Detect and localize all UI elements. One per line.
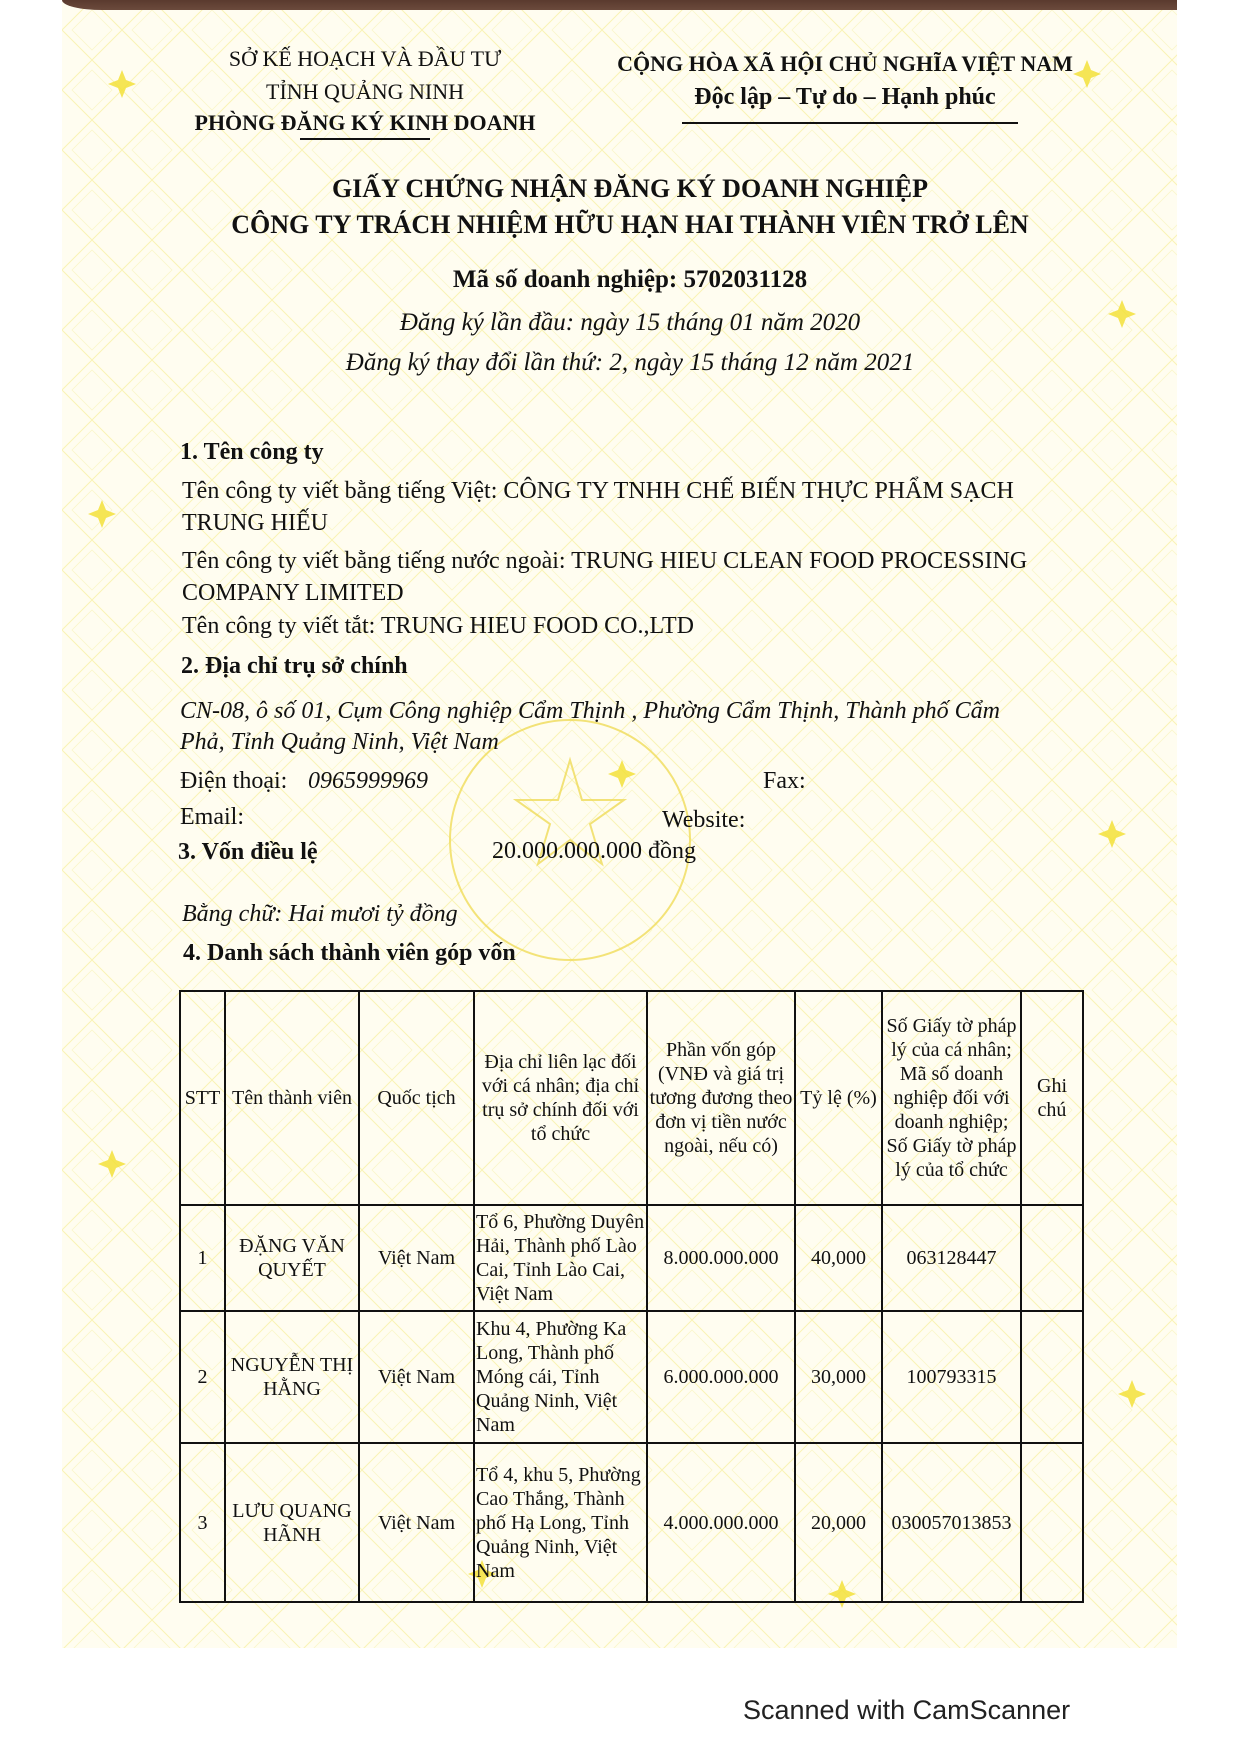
cell-address: Khu 4, Phường Ka Long, Thành phố Móng cái, Tỉnh Quảng Ninh, Việt Nam [474, 1311, 647, 1443]
cell-ratio: 20,000 [795, 1443, 882, 1602]
agency-line-3: PHÒNG ĐĂNG KÝ KINH DOANH [194, 110, 536, 135]
address-line1: CN-08, ô số 01, Cụm Công nghiệp Cẩm Thịnh , Phường Cẩm Thịnh, Thành phố Cẩm [180, 698, 1000, 724]
cell-note [1021, 1443, 1083, 1602]
cell-address: Tổ 6, Phường Duyên Hải, Thành phố Lào Cai, Tỉnh Lào Cai, Việt Nam [474, 1205, 647, 1311]
cell-member-name: LƯU QUANG HÃNH [225, 1443, 359, 1602]
table-row [180, 1311, 1083, 1443]
cell-legal-doc: 030057013853 [882, 1443, 1021, 1602]
agency-line-2: TỈNH QUẢNG NINH [266, 79, 464, 104]
cell-stt: 3 [180, 1443, 225, 1602]
vietnamese-name-line2: TRUNG HIẾU [182, 510, 328, 536]
agency-line-1: SỞ KẾ HOẠCH VÀ ĐẦU TƯ [228, 46, 502, 71]
certificate-title: GIẤY CHỨNG NHẬN ĐĂNG KÝ DOANH NGHIỆP [331, 174, 929, 203]
national-motto: Độc lập – Tự do – Hạnh phúc [694, 84, 996, 110]
first-registration-date: Đăng ký lần đầu: ngày 15 tháng 01 năm 2020 [399, 309, 861, 336]
email-label: Email: [180, 804, 244, 830]
section1-heading: 1. Tên công ty [180, 439, 324, 465]
cell-member-name: NGUYỄN THỊ HẰNG [225, 1311, 359, 1443]
section4-heading: 4. Danh sách thành viên góp vốn [183, 940, 516, 966]
col-header-member-name: Tên thành viên [225, 991, 359, 1205]
cell-capital: 8.000.000.000 [647, 1205, 795, 1311]
cell-ratio: 40,000 [795, 1205, 882, 1311]
fax-label: Fax: [763, 768, 806, 794]
vietnamese-name-line1: Tên công ty viết bằng tiếng Việt: CÔNG TY TNHH CHẾ BIẾN THỰC PHẨM SẠCH [182, 478, 1014, 504]
col-header-stt: STT [180, 991, 225, 1205]
address-line2: Phả, Tỉnh Quảng Ninh, Việt Nam [180, 729, 499, 755]
charter-capital-in-words: Bằng chữ: Hai mươi tỷ đồng [182, 901, 458, 927]
cell-nationality: Việt Nam [359, 1205, 474, 1311]
table-row [180, 1443, 1083, 1602]
enterprise-code: Mã số doanh nghiệp: 5702031128 [452, 266, 808, 293]
table-row [180, 1205, 1083, 1311]
cell-ratio: 30,000 [795, 1311, 882, 1443]
col-header-ratio: Tỷ lệ (%) [795, 991, 882, 1205]
agency-underline [300, 138, 430, 140]
col-header-capital: Phần vốn góp (VNĐ và giá trị tương đương theo đơn vị tiền nước ngoài, nếu có) [647, 991, 795, 1205]
cell-stt: 1 [180, 1205, 225, 1311]
country-name: CỘNG HÒA XÃ HỘI CHỦ NGHĨA VIỆT NAM [617, 51, 1073, 76]
cell-capital: 6.000.000.000 [647, 1311, 795, 1443]
cell-legal-doc: 063128447 [882, 1205, 1021, 1311]
table-header-row [180, 991, 1083, 1205]
foreign-name-line2: COMPANY LIMITED [182, 580, 404, 606]
cell-note [1021, 1311, 1083, 1443]
website-label: Website: [662, 807, 746, 833]
phone-value: 0965999969 [308, 768, 428, 794]
col-header-address: Địa chỉ liên lạc đối với cá nhân; địa chỉ trụ sở chính đối với tổ chức [474, 991, 647, 1205]
cell-capital: 4.000.000.000 [647, 1443, 795, 1602]
col-header-note: Ghi chú [1021, 991, 1083, 1205]
cell-nationality: Việt Nam [359, 1311, 474, 1443]
cell-note [1021, 1205, 1083, 1311]
cell-nationality: Việt Nam [359, 1443, 474, 1602]
foreign-name-line1: Tên công ty viết bằng tiếng nước ngoài: TRUNG HIEU CLEAN FOOD PROCESSING [182, 548, 1028, 574]
short-name: Tên công ty viết tắt: TRUNG HIEU FOOD CO.,LTD [182, 613, 694, 639]
change-registration-date: Đăng ký thay đổi lần thứ: 2, ngày 15 tháng 12 năm 2021 [345, 349, 915, 376]
camscanner-footer: Scanned with CamScanner [743, 1695, 1071, 1725]
phone-label: Điện thoại: [180, 768, 288, 794]
col-header-nationality: Quốc tịch [359, 991, 474, 1205]
charter-capital-amount: 20.000.000.000 đồng [492, 838, 696, 864]
section2-heading: 2. Địa chỉ trụ sở chính [181, 653, 408, 679]
cell-address: Tổ 4, khu 5, Phường Cao Thắng, Thành phố Hạ Long, Tỉnh Quảng Ninh, Việt Nam [474, 1443, 647, 1602]
cell-stt: 2 [180, 1311, 225, 1443]
section3-heading: 3. Vốn điều lệ [178, 839, 318, 865]
motto-underline [682, 122, 1018, 124]
cell-member-name: ĐẶNG VĂN QUYẾT [225, 1205, 359, 1311]
scan-edge [62, 0, 1177, 10]
company-type: CÔNG TY TRÁCH NHIỆM HỮU HẠN HAI THÀNH VIÊN TRỞ LÊN [231, 210, 1029, 239]
col-header-legal-doc: Số Giấy tờ pháp lý của cá nhân; Mã số doanh nghiệp đối với doanh nghiệp; Số Giấy tờ pháp lý của tổ chức [882, 991, 1021, 1205]
members-table [179, 990, 1084, 1603]
cell-legal-doc: 100793315 [882, 1311, 1021, 1443]
